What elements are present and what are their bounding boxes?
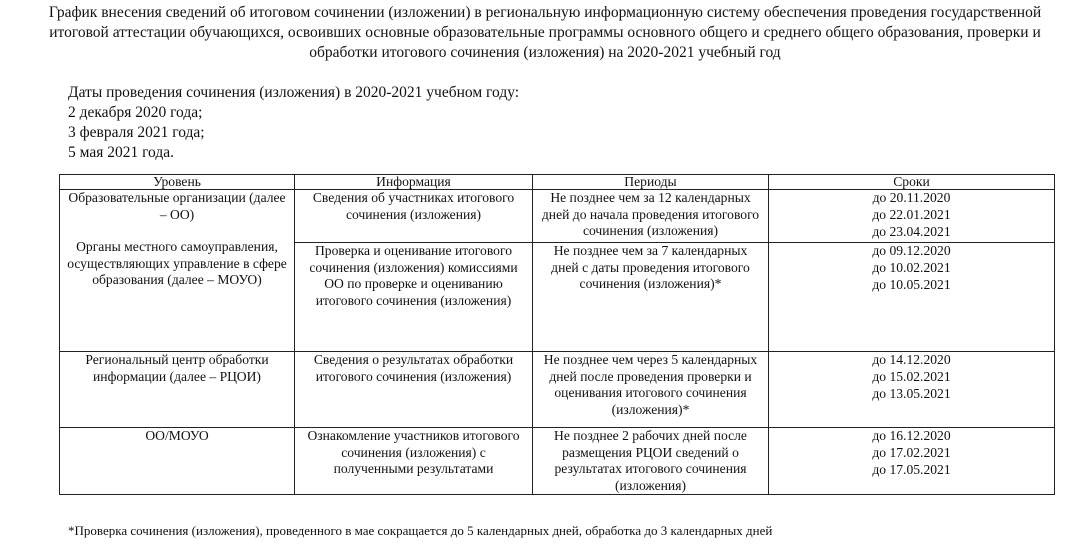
- deadline-date: до 16.12.2020: [872, 428, 951, 443]
- deadline-date: до 09.12.2020: [872, 243, 951, 258]
- info-cell: Ознакомление участников итогового сочинения (изложения) с полученными результатами: [295, 428, 533, 495]
- header-deadline: Сроки: [769, 175, 1055, 190]
- dates-heading: Даты проведения сочинения (изложения) в 2020-2021 учебном году:: [68, 84, 520, 101]
- level-mouo: Органы местного самоуправления, осуществляющих управление в сфере образования (далее – МОУО): [67, 239, 287, 287]
- deadline-cell: [769, 243, 1055, 352]
- deadline-date: до 23.04.2021: [872, 223, 951, 239]
- table-header-row: [60, 175, 1055, 190]
- deadline-date: до 10.02.2021: [872, 259, 951, 275]
- level-cell: [60, 190, 295, 352]
- table-row: [60, 428, 1055, 495]
- footnote: *Проверка сочинения (изложения), проведенного в мае сокращается до 5 календарных дней, обработка до 3 календарных дней: [68, 523, 773, 538]
- date-item: 3 февраля 2021 года;: [68, 124, 205, 141]
- deadline-date: до 22.01.2021: [872, 206, 951, 222]
- header-info: Информация: [295, 175, 533, 190]
- deadline-date: до 15.02.2021: [872, 368, 951, 384]
- deadline-date: до 17.05.2021: [872, 461, 951, 477]
- header-period: Периоды: [533, 175, 769, 190]
- level-cell: Региональный центр обработки информации (далее – РЦОИ): [60, 352, 295, 428]
- date-item: 2 декабря 2020 года;: [68, 104, 203, 121]
- info-cell: Проверка и оценивание итогового сочинения (изложения) комиссиями ОО по проверке и оцениванию итогового сочинения (изложения): [295, 243, 533, 352]
- period-cell: Не позднее чем за 7 календарных дней с даты проведения итогового сочинения (изложения)*: [533, 243, 769, 352]
- deadline-date: до 17.02.2021: [872, 444, 951, 460]
- info-cell: Сведения о результатах обработки итогового сочинения (изложения): [295, 352, 533, 428]
- period-cell: Не позднее чем за 12 календарных дней до начала проведения итогового сочинения (изложения): [533, 190, 769, 243]
- deadline-date: до 20.11.2020: [872, 190, 951, 205]
- deadline-date: до 13.05.2021: [872, 385, 951, 401]
- level-oo: Образовательные организации (далее – ОО): [68, 190, 286, 222]
- table-row: [60, 352, 1055, 428]
- date-item: 5 мая 2021 года.: [68, 144, 175, 161]
- document-title: График внесения сведений об итоговом сочинении (изложении) в региональную информационную систему обеспечения проведения государственной итоговой аттестации обучающихся, освоивших основные образовательные программы основного общего и среднего общего образования, проверки и обработки итогового сочинения (изложения) на 2020-2021 учебный год: [48, 4, 1042, 61]
- deadline-date: до 14.12.2020: [872, 352, 951, 367]
- deadline-cell: [769, 190, 1055, 243]
- table-row: [60, 190, 1055, 243]
- dates-block: [68, 83, 519, 163]
- deadline-cell: [769, 428, 1055, 495]
- info-cell: Сведения об участниках итогового сочинения (изложения): [295, 190, 533, 243]
- header-level: Уровень: [60, 175, 295, 190]
- period-cell: Не позднее чем через 5 календарных дней после проведения проверки и оценивания итогового сочинения (изложения)*: [533, 352, 769, 428]
- period-cell: Не позднее 2 рабочих дней после размещения РЦОИ сведений о результатах итогового сочинения (изложения): [533, 428, 769, 495]
- deadline-cell: [769, 352, 1055, 428]
- deadline-date: до 10.05.2021: [872, 276, 951, 292]
- level-cell: ОО/МОУО: [60, 428, 295, 495]
- schedule-table: [59, 174, 1055, 495]
